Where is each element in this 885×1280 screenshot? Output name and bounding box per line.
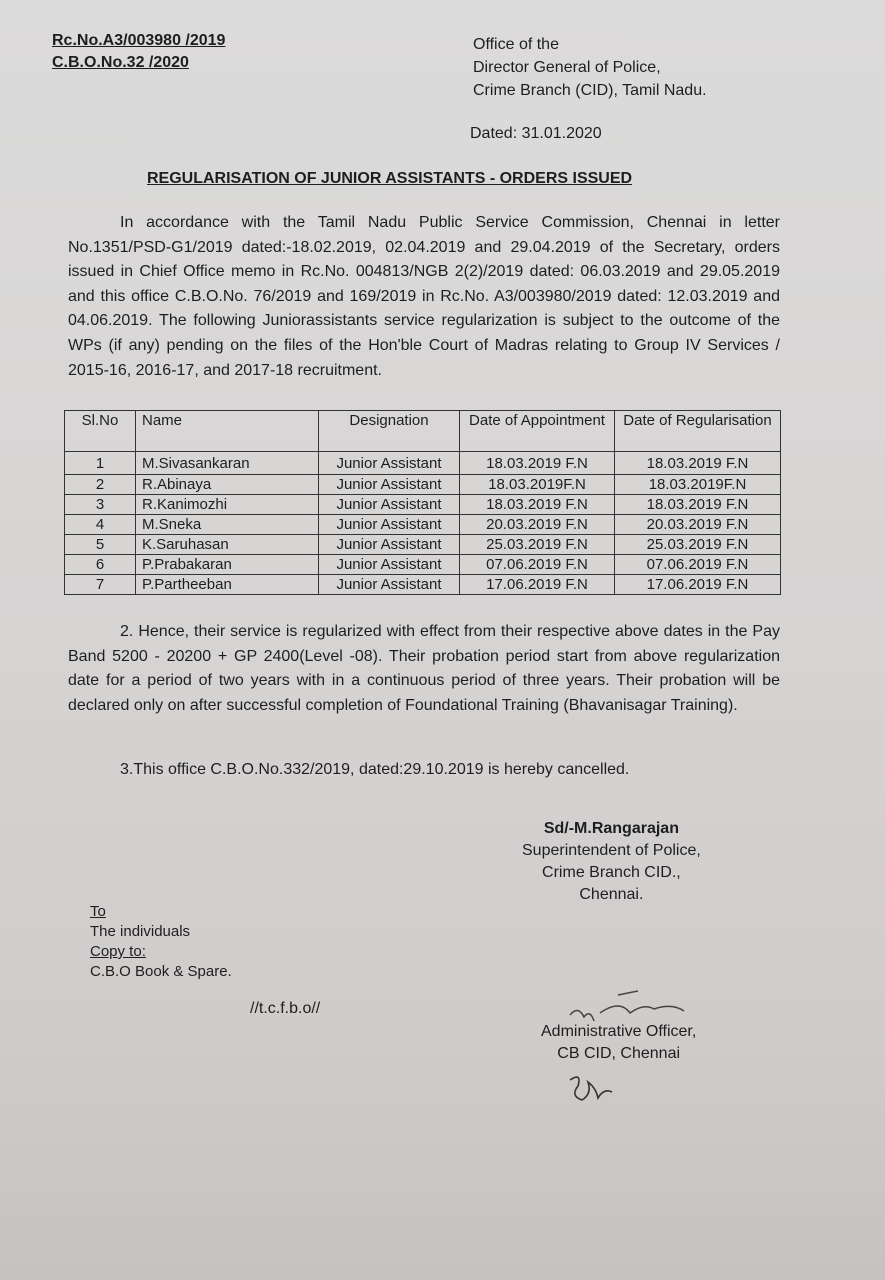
paragraph-2: 2. Hence, their service is regularized with effect from their respective above dates in the Pay Band 5200 - 20200 + GP 2400(Level -08). Their probation period start from above regularization date for a period of two years with in a continuous period of three years. Their probation will be declared only on after successful completion of Foundational Training (Bhavanisagar Training). — [68, 623, 780, 714]
header-slno: Sl.No — [65, 411, 136, 452]
cell-slno: 5 — [65, 535, 136, 555]
cell-regularisation-date: 07.06.2019 F.N — [615, 555, 781, 575]
cell-name: R.Kanimozhi — [136, 495, 319, 515]
cell-designation: Junior Assistant — [319, 515, 460, 535]
signatory-line: Superintendent of Police, — [522, 842, 701, 859]
table-row — [65, 515, 781, 535]
cell-appointment-date: 20.03.2019 F.N — [460, 515, 615, 535]
cell-slno: 6 — [65, 555, 136, 575]
cell-slno: 3 — [65, 495, 136, 515]
paragraph-1: In accordance with the Tamil Nadu Public Service Commission, Chennai in letter No.1351/PSD-G1/2019 dated:-18.02.2019, 02.04.2019 and 29.04.2019 of the Secretary, orders issued in Chief Office memo in Rc.No. 004813/NGB 2(2)/2019 dated: 06.03.2019 and 29.05.2019 and this office C.B.O.No. 76/2019 and 169/2019 in Rc.No. A3/003980/2019 dated: 12.03.2019 and 04.06.2019. The following Juniorassistants service regularization is subject to the outcome of the WPs (if any) pending on the files of the Hon'ble Court of Madras relating to Group IV Services / 2015-16, 2016-17, and 2017-18 recruitment. — [68, 214, 780, 379]
office-line: Director General of Police, — [473, 59, 661, 76]
attestation-block — [541, 1021, 696, 1065]
signatory-line: Crime Branch CID., — [542, 864, 681, 881]
cell-slno: 7 — [65, 575, 136, 595]
cell-name: K.Saruhasan — [136, 535, 319, 555]
cell-name: P.Partheeban — [136, 575, 319, 595]
cell-regularisation-date: 20.03.2019 F.N — [615, 515, 781, 535]
cell-regularisation-date: 18.03.2019 F.N — [615, 495, 781, 515]
header-designation: Designation — [319, 411, 460, 452]
cell-regularisation-date: 18.03.2019 F.N — [615, 452, 781, 475]
cell-regularisation-date: 17.06.2019 F.N — [615, 575, 781, 595]
cell-slno: 2 — [65, 475, 136, 495]
to-value: The individuals — [90, 923, 191, 940]
cell-name: P.Prabakaran — [136, 555, 319, 575]
recipients — [90, 902, 232, 982]
office-address — [473, 33, 707, 102]
cell-appointment-date: 07.06.2019 F.N — [460, 555, 615, 575]
initials: //t.c.f.b.o// — [250, 1000, 321, 1017]
header-regularisation: Date of Regularisation — [615, 411, 781, 452]
cbo-number: C.B.O.No.32 /2020 — [52, 54, 189, 71]
cell-slno: 1 — [65, 452, 136, 475]
table-row — [65, 475, 781, 495]
copy-value: C.B.O Book & Spare. — [90, 963, 232, 980]
cell-designation: Junior Assistant — [319, 555, 460, 575]
cell-appointment-date: 17.06.2019 F.N — [460, 575, 615, 595]
cell-designation: Junior Assistant — [319, 575, 460, 595]
header-name: Name — [136, 411, 319, 452]
cell-appointment-date: 25.03.2019 F.N — [460, 535, 615, 555]
signature-block — [522, 818, 701, 906]
table-row — [65, 575, 781, 595]
table-header-row — [65, 411, 781, 452]
cell-designation: Junior Assistant — [319, 495, 460, 515]
cell-regularisation-date: 18.03.2019F.N — [615, 475, 781, 495]
attestation-line: Administrative Officer, — [541, 1023, 697, 1040]
cell-regularisation-date: 25.03.2019 F.N — [615, 535, 781, 555]
cell-name: R.Abinaya — [136, 475, 319, 495]
cell-name: M.Sneka — [136, 515, 319, 535]
table-row — [65, 535, 781, 555]
table-row — [65, 452, 781, 475]
office-line: Crime Branch (CID), Tamil Nadu. — [473, 82, 707, 99]
cell-designation: Junior Assistant — [319, 475, 460, 495]
copy-label: Copy to: — [90, 943, 146, 960]
cell-designation: Junior Assistant — [319, 535, 460, 555]
rc-number: Rc.No.A3/003980 /2019 — [52, 32, 226, 49]
table-row — [65, 555, 781, 575]
office-line: Office of the — [473, 36, 559, 53]
cell-name: M.Sivasankaran — [136, 452, 319, 475]
document-date: Dated: 31.01.2020 — [470, 125, 602, 142]
cell-designation: Junior Assistant — [319, 452, 460, 475]
attestation-line: CB CID, Chennai — [557, 1045, 681, 1062]
cell-appointment-date: 18.03.2019F.N — [460, 475, 615, 495]
cell-slno: 4 — [65, 515, 136, 535]
table-row — [65, 495, 781, 515]
cell-appointment-date: 18.03.2019 F.N — [460, 452, 615, 475]
signatory-name: Sd/-M.Rangarajan — [543, 820, 679, 837]
cell-appointment-date: 18.03.2019 F.N — [460, 495, 615, 515]
paragraph-3: 3.This office C.B.O.No.332/2019, dated:29.10.2019 is hereby cancelled. — [120, 761, 630, 778]
regularisation-table — [64, 410, 781, 595]
document-title: REGULARISATION OF JUNIOR ASSISTANTS - ORDERS ISSUED — [147, 170, 633, 187]
header-appointment: Date of Appointment — [460, 411, 615, 452]
reference-numbers — [52, 30, 225, 74]
to-label: To — [90, 903, 106, 920]
signatory-line: Chennai. — [579, 886, 644, 903]
